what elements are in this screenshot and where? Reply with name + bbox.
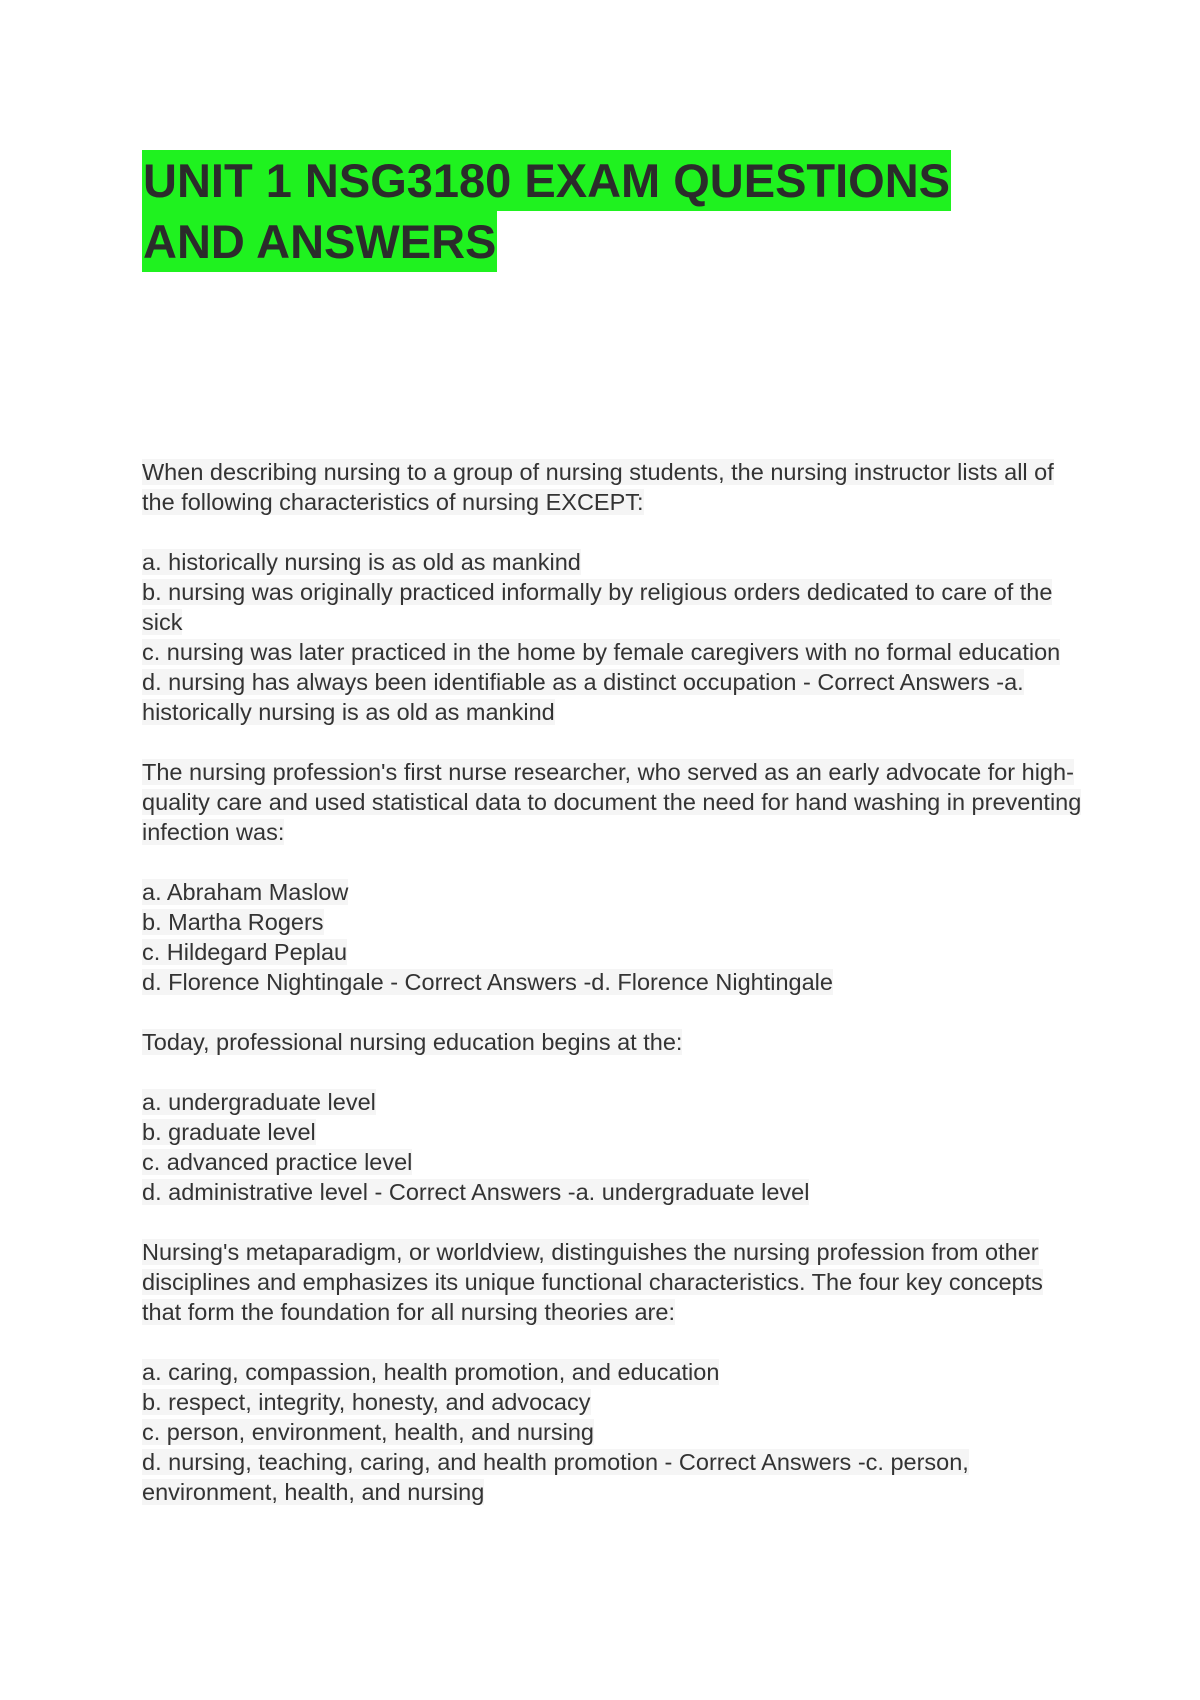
question-stem: The nursing profession's first nurse researcher, who served as an early advocate for high-quality care and used statistical data to document the need for hand washing in preventing infection was: [142, 759, 1082, 845]
answer-option-with-correct-answer: d. nursing, teaching, caring, and health promotion - Correct Answers -c. person, environment, health, and nursing [142, 1449, 969, 1505]
answer-option: b. nursing was originally practiced informally by religious orders dedicated to care of the sick [142, 579, 1053, 635]
answer-option: a. historically nursing is as old as mankind [142, 549, 581, 575]
answer-option: b. graduate level [142, 1119, 316, 1145]
question-stem: When describing nursing to a group of nursing students, the nursing instructor lists all of the following characteristics of nursing EXCEPT: [142, 459, 1054, 515]
answer-option: a. Abraham Maslow [142, 879, 349, 905]
answer-option: c. Hildegard Peplau [142, 939, 348, 965]
answer-options [142, 877, 1082, 997]
question-block-1 [142, 457, 1082, 727]
question-block-4 [142, 1237, 1082, 1507]
question-block-2 [142, 757, 1082, 997]
answer-option-with-correct-answer: d. nursing has always been identifiable as a distinct occupation - Correct Answers -a. historically nursing is as old as mankind [142, 669, 1024, 725]
question-block-3 [142, 1027, 1082, 1207]
answer-option: c. nursing was later practiced in the home by female caregivers with no formal education [142, 639, 1061, 665]
answer-option: c. advanced practice level [142, 1149, 413, 1175]
answer-option: b. respect, integrity, honesty, and advocacy [142, 1389, 591, 1415]
answer-options [142, 1087, 1082, 1207]
title-line-2: AND ANSWERS [142, 211, 497, 272]
question-stem: Today, professional nursing education begins at the: [142, 1029, 683, 1055]
answer-options [142, 547, 1082, 727]
document-title [142, 150, 1082, 272]
answer-option-with-correct-answer: d. Florence Nightingale - Correct Answers -d. Florence Nightingale [142, 969, 833, 995]
questions-list [142, 457, 1082, 1507]
question-stem: Nursing's metaparadigm, or worldview, distinguishes the nursing profession from other disciplines and emphasizes its unique functional characteristics. The four key concepts that form the foundation for all nursing theories are: [142, 1239, 1043, 1325]
answer-option: a. undergraduate level [142, 1089, 376, 1115]
answer-option: c. person, environment, health, and nursing [142, 1419, 594, 1445]
answer-options [142, 1357, 1082, 1507]
answer-option-with-correct-answer: d. administrative level - Correct Answers -a. undergraduate level [142, 1179, 810, 1205]
answer-option: a. caring, compassion, health promotion, and education [142, 1359, 720, 1385]
answer-option: b. Martha Rogers [142, 909, 324, 935]
document-page [142, 150, 1082, 1537]
title-line-1: UNIT 1 NSG3180 EXAM QUESTIONS [142, 150, 951, 211]
